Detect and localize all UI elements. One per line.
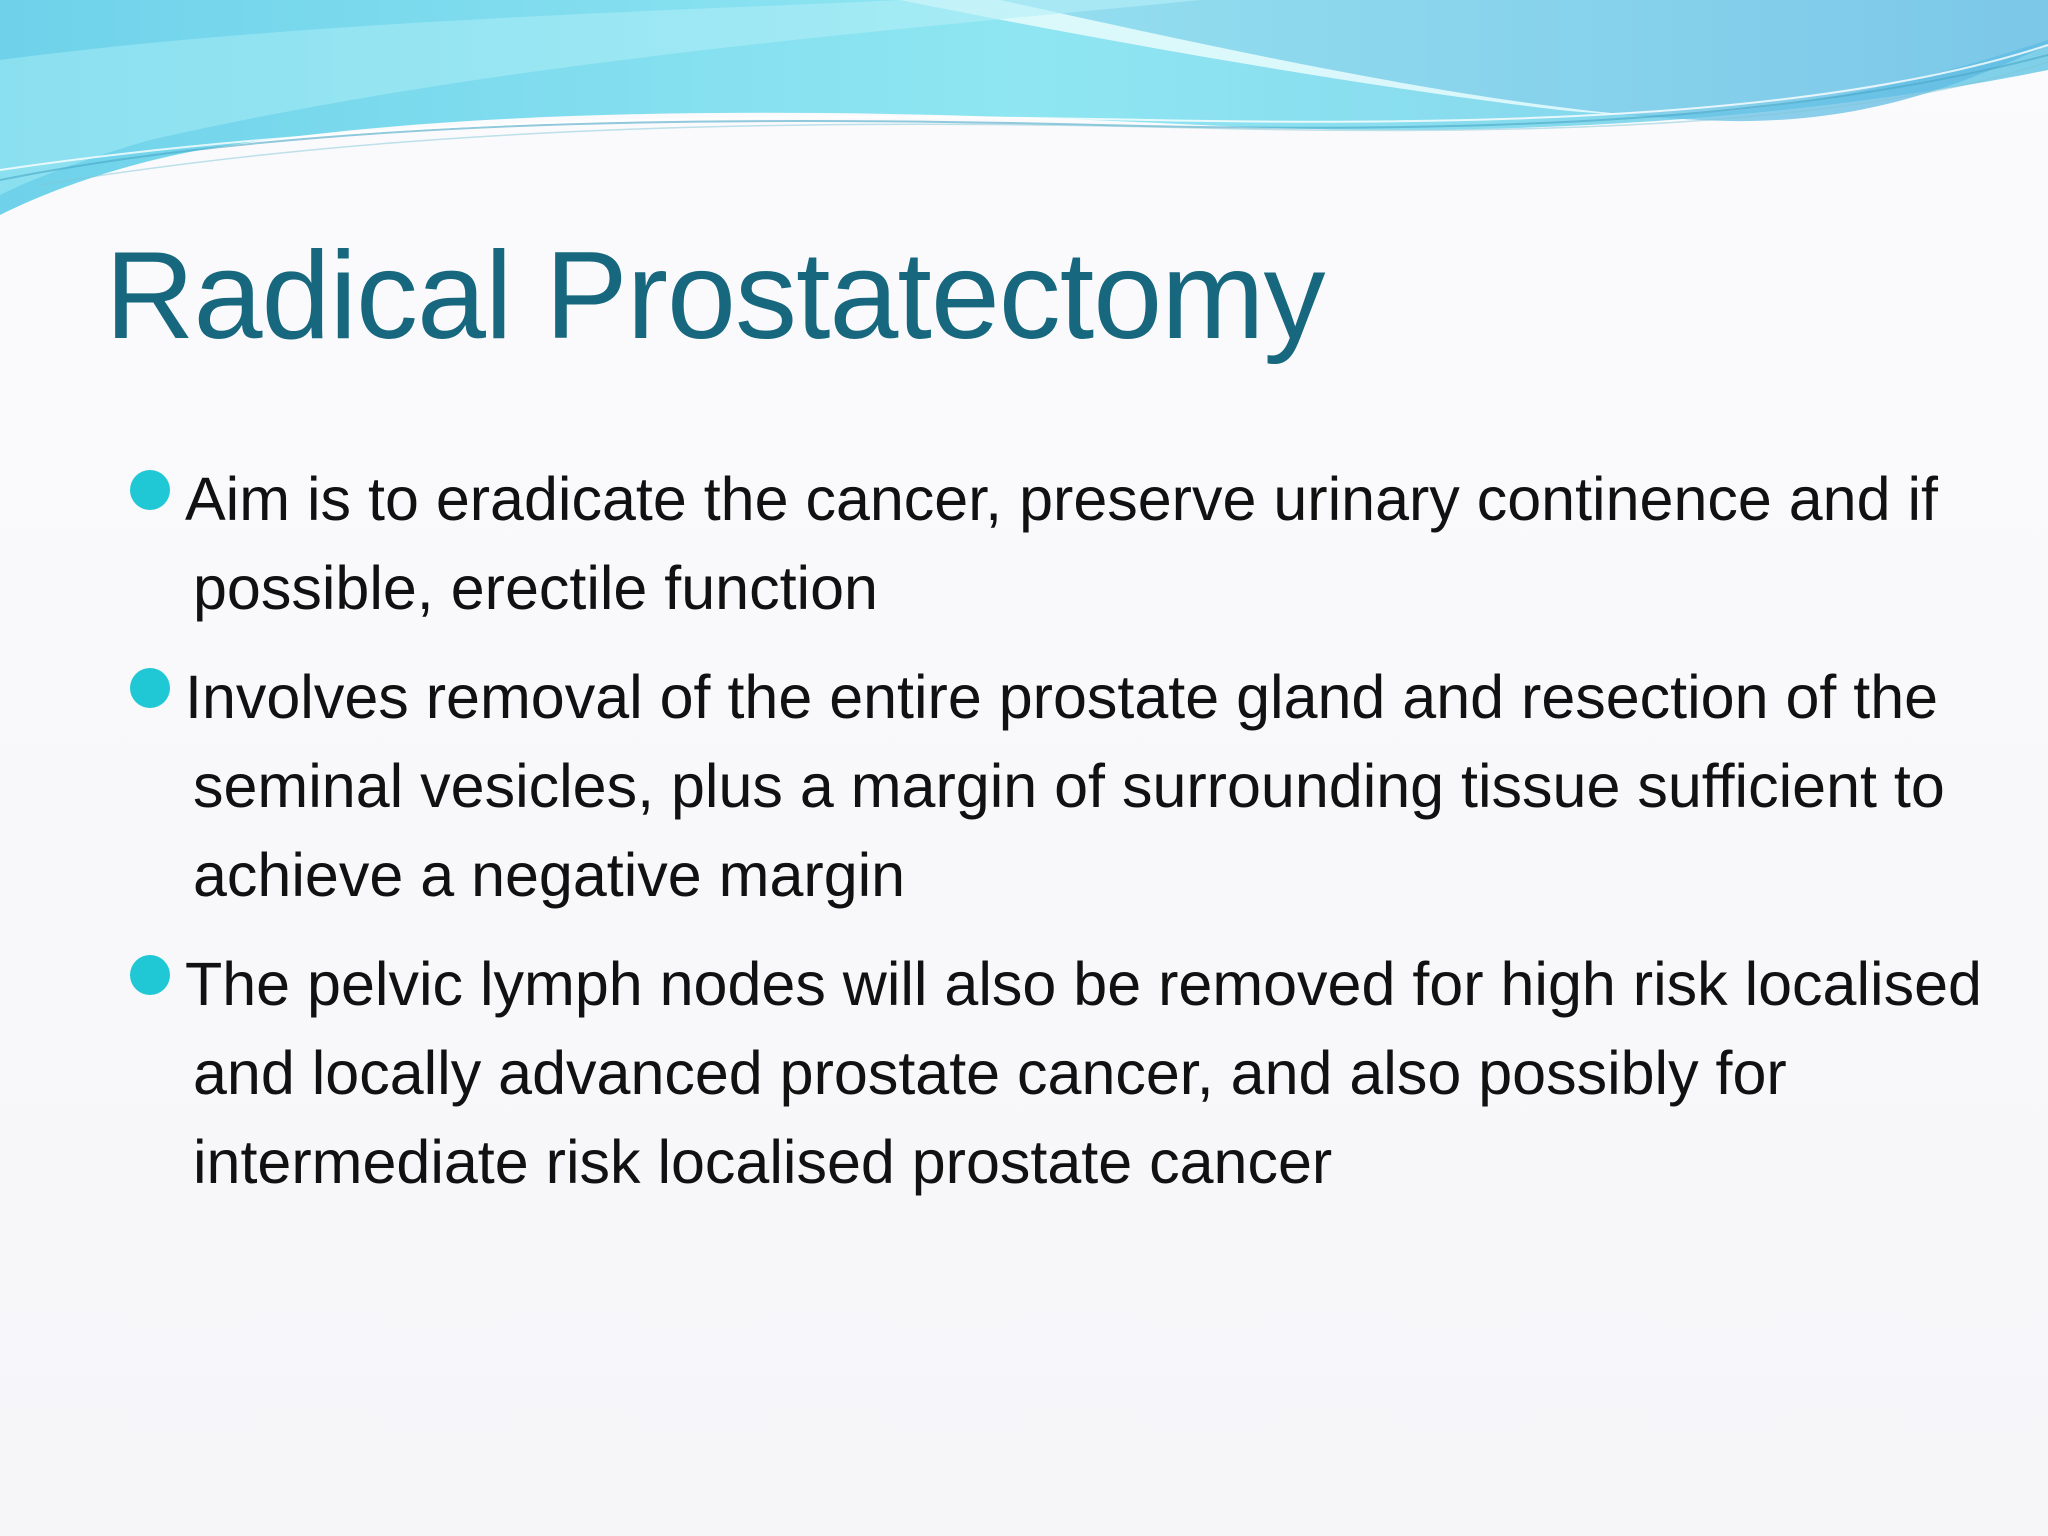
bullet-dot-icon [130, 955, 170, 995]
slide-title: Radical Prostatectomy [105, 227, 1325, 365]
bullet-item [130, 455, 1990, 633]
bullet-dot-icon [130, 668, 170, 708]
bullet-list [130, 455, 1990, 1227]
bullet-dot-icon [130, 470, 170, 510]
header-wave-decoration [0, 0, 2048, 240]
bullet-text: Involves removal of the entire prostate gland and resection of the seminal vesicles, plus a margin of surrounding tissue sufficient to achieve a negative margin [185, 663, 1945, 909]
bullet-item [130, 940, 1990, 1207]
bullet-text: The pelvic lymph nodes will also be removed for high risk localised and locally advanced prostate cancer, and also possibly for intermediate risk localised prostate cancer [185, 950, 1982, 1196]
bullet-item [130, 653, 1990, 920]
bullet-text: Aim is to eradicate the cancer, preserve urinary continence and if possible, erectile function [185, 465, 1938, 622]
